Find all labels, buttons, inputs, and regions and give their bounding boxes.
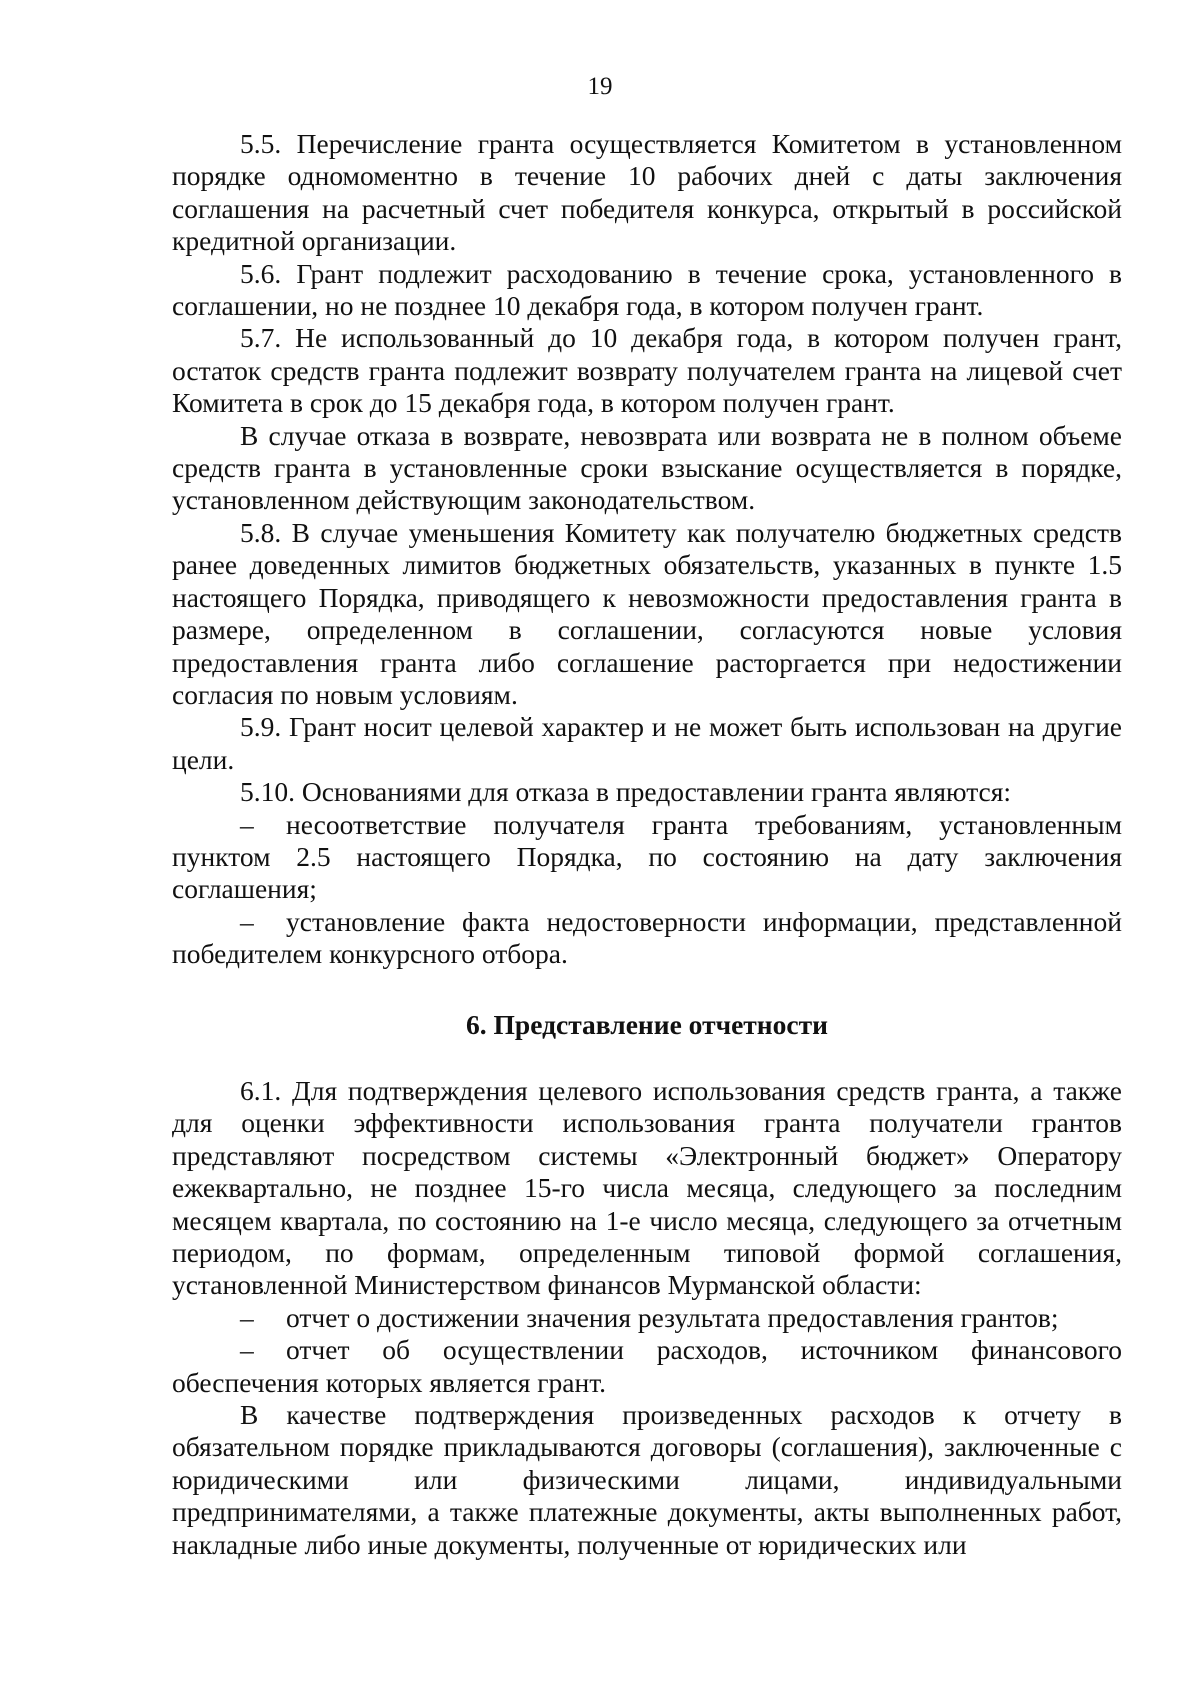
paragraph-5-7: 5.7. Не использованный до 10 декабря года, в котором получен грант, остаток средств гранта подлежит возврату получателем гранта на лицевой счет Комитета в срок до 15 декабря года, в котором получен грант. (172, 322, 1122, 419)
dash-marker: – (240, 808, 254, 840)
list-item (172, 1334, 1122, 1399)
list-item-text: отчет о достижении значения результата предоставления грантов; (286, 1301, 1059, 1333)
list-item (172, 906, 1122, 971)
paragraph-5-6: 5.6. Грант подлежит расходованию в течение срока, установленного в соглашении, но не позднее 10 декабря года, в котором получен грант. (172, 257, 1122, 322)
list-item (172, 1302, 1122, 1334)
paragraph-5-9: 5.9. Грант носит целевой характер и не может быть использован на другие цели. (172, 711, 1122, 775)
list-item-text: отчет об осуществлении расходов, источником финансового обеспечения которых является грант. (172, 1334, 1122, 1398)
dash-marker: – (240, 1334, 254, 1366)
paragraph-5-10: 5.10. Основаниями для отказа в предоставлении гранта являются: (240, 776, 1012, 808)
section-heading: 6. Представление отчетности (466, 1008, 828, 1040)
list-item (172, 809, 1122, 906)
list-item-text: несоответствие получателя гранта требованиям, установленным пунктом 2.5 настоящего Порядка, по состоянию на дату заключения соглашения; (172, 808, 1122, 905)
dash-marker: – (240, 905, 254, 937)
paragraph-5-8: 5.8. В случае уменьшения Комитету как получателю бюджетных средств ранее доведенных лимитов бюджетных обязательств, указанных в пункте 1.5 настоящего Порядка, приводящего к невозможности предоставления гранта в размере, определенном в соглашении, согласуются новые условия предоставления гранта либо соглашение расторгается при недостижении согласия по новым условиям. (172, 516, 1122, 710)
list-item-text: установление факта недостоверности информации, представленной победителем конкурсного отбора. (172, 905, 1122, 970)
paragraph-5-7-refusal: В случае отказа в возврате, невозврата или возврата не в полном объеме средств гранта в установленные сроки взыскание осуществляется в порядке, установленном действующим законодательством. (172, 419, 1122, 516)
paragraph-6-1: 6.1. Для подтверждения целевого использования средств гранта, а также для оценки эффективности использования гранта получатели грантов представляют посредством системы «Электронный бюджет» Оператору ежеквартально, не позднее 15-го числа месяца, следующего за последним месяцем квартала, по состоянию на 1-е число месяца, следующего за отчетным периодом, по формам, определенным типовой формой соглашения, установленной Министерством финансов Мурманской области: (172, 1074, 1122, 1301)
paragraph-5-5: 5.5. Перечисление гранта осуществляется Комитетом в установленном порядке одномоментно в течение 10 рабочих дней с даты заключения соглашения на расчетный счет победителя конкурса, открытый в российской кредитной организации. (172, 128, 1122, 257)
paragraph-6-1-confirmation: В качестве подтверждения произведенных расходов к отчету в обязательном порядке прикладываются договоры (соглашения), заключенные с юридическими или физическими лицами, индивидуальными предпринимателями, а также платежные документы, акты выполненных работ, накладные либо иные документы, полученные от юридических или (172, 1399, 1122, 1560)
document-body (172, 128, 1122, 1561)
dash-marker: – (240, 1301, 254, 1333)
page-number: 19 (587, 73, 613, 100)
